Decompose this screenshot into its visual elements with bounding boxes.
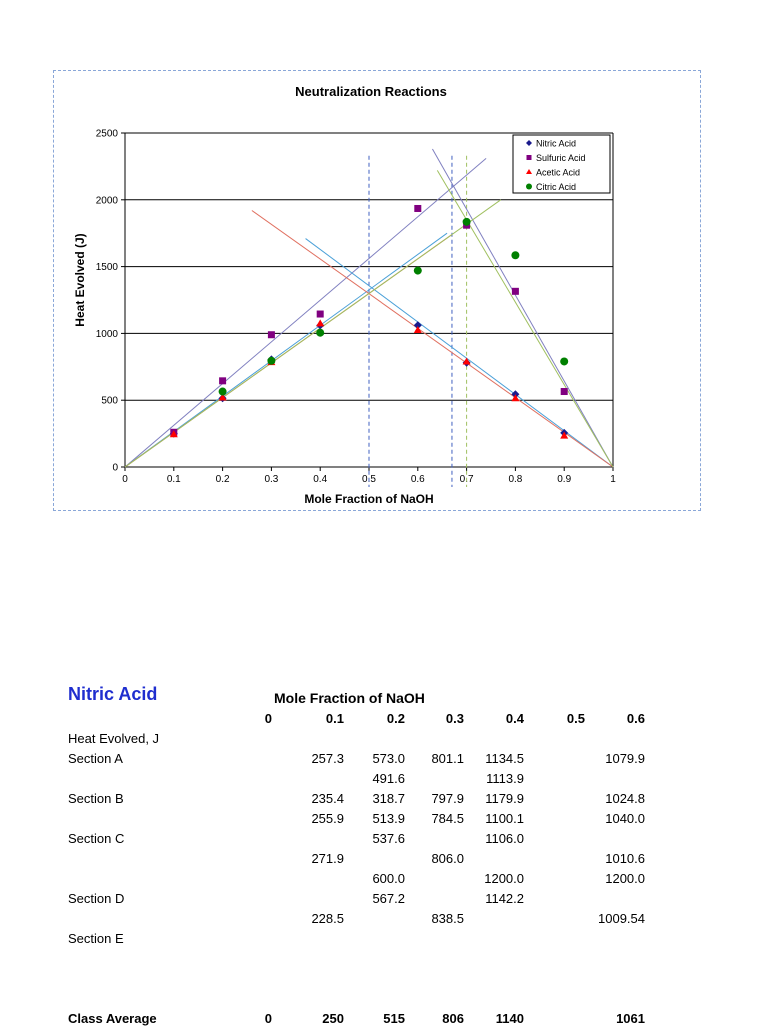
data-point-sulfuric-acid	[512, 288, 519, 295]
column-header: 0.4	[505, 711, 524, 726]
table-cell: 1142.2	[485, 891, 524, 906]
table-cell: 1200.0	[484, 871, 524, 886]
data-point-sulfuric-acid	[561, 388, 568, 395]
y-tick-label: 1500	[95, 262, 118, 274]
table-header-label: Mole Fraction of NaOH	[274, 690, 425, 706]
column-header: 0	[264, 711, 272, 726]
y-axis-label: Heat Evolved (J)	[73, 233, 87, 327]
data-point-citric-acid	[316, 329, 324, 337]
data-point-acetic-acid	[414, 326, 422, 333]
x-tick-label: 0.6	[410, 474, 425, 485]
table-cell: 573.0	[372, 751, 405, 766]
table-cell: 797.9	[431, 791, 464, 806]
class-average-cell: 0	[264, 1011, 272, 1026]
table-cell: 228.5	[311, 911, 344, 926]
table-cell: 271.9	[311, 851, 344, 866]
table-cell: 255.9	[311, 811, 344, 826]
data-point-citric-acid	[414, 267, 422, 275]
table-cell: 806.0	[431, 851, 464, 866]
table-cell: 1040.0	[605, 811, 645, 826]
trend-line	[125, 158, 486, 467]
data-point-sulfuric-acid	[414, 205, 421, 212]
class-average-cell: 806	[442, 1011, 464, 1026]
x-axis-label: Mole Fraction of NaOH	[304, 492, 434, 506]
x-tick-label: 0.8	[508, 474, 523, 485]
y-tick-label: 2000	[95, 195, 118, 207]
x-tick-label: 0.9	[557, 474, 572, 485]
table-cell: 1113.9	[486, 771, 524, 786]
column-header: 0.3	[445, 711, 464, 726]
legend-label: Nitric Acid	[536, 138, 577, 149]
table-cell: 1024.8	[605, 791, 645, 806]
x-tick-label: 0.3	[264, 474, 279, 485]
x-tick-label: 0.4	[313, 474, 328, 485]
table-cell: 567.2	[372, 891, 405, 906]
legend-marker	[527, 155, 532, 160]
table-cell: 1100.1	[485, 811, 524, 826]
table-cell: 537.6	[372, 831, 405, 846]
table-cell: 1200.0	[605, 871, 645, 886]
column-header: 0.5	[566, 711, 585, 726]
chart-title: Neutralization Reactions	[295, 84, 447, 99]
x-tick-label: 0.1	[166, 474, 181, 485]
table-cell: 600.0	[372, 871, 405, 886]
chart-frame	[53, 70, 701, 511]
y-tick-label: 0	[112, 462, 118, 474]
table-cell: 1079.9	[605, 751, 645, 766]
data-point-citric-acid	[219, 388, 227, 396]
legend-label: Citric Acid	[536, 182, 577, 192]
row-label: Section D	[68, 891, 125, 906]
data-point-sulfuric-acid	[268, 331, 275, 338]
data-point-citric-acid	[463, 218, 471, 226]
table-cell: 784.5	[431, 811, 464, 826]
class-average-label: Class Average	[68, 1011, 157, 1026]
class-average-cell: 1140	[495, 1011, 524, 1026]
table-cell: 1179.9	[485, 791, 524, 806]
data-point-citric-acid	[560, 357, 568, 365]
class-average-cell: 515	[383, 1011, 405, 1026]
y-tick-label: 2500	[95, 128, 118, 140]
table-cell: 257.3	[311, 751, 344, 766]
x-tick-label: 0	[122, 474, 128, 485]
table-cell: 318.7	[372, 791, 405, 806]
row-label: Section E	[68, 931, 124, 946]
row-label: Heat Evolved, J	[68, 731, 160, 746]
trend-line	[437, 167, 613, 467]
x-tick-label: 1	[610, 474, 616, 485]
table-cell: 1010.6	[605, 851, 645, 866]
legend-label: Acetic Acid	[536, 167, 581, 178]
legend-label: Sulfuric Acid	[536, 153, 586, 163]
table-cell: 1134.5	[485, 751, 524, 766]
row-label: Section A	[68, 751, 123, 766]
table-cell: 513.9	[372, 811, 405, 826]
column-header: 0.1	[325, 711, 344, 726]
x-tick-label: 0.5	[362, 474, 376, 485]
table-cell: 1106.0	[485, 831, 524, 846]
table-cell: 491.6	[372, 771, 405, 786]
table-cell: 801.1	[431, 751, 464, 766]
table-cell: 1009.54	[598, 911, 645, 926]
table-title: Nitric Acid	[68, 684, 158, 704]
y-tick-label: 500	[101, 395, 118, 407]
data-point-sulfuric-acid	[317, 311, 324, 318]
data-point-sulfuric-acid	[219, 377, 226, 384]
class-average-cell: 1061	[616, 1011, 645, 1026]
table-cell: 235.4	[311, 791, 344, 806]
column-header: 0.2	[386, 711, 405, 726]
row-label: Section B	[68, 791, 124, 806]
column-header: 0.6	[626, 711, 645, 726]
data-point-citric-acid	[511, 251, 519, 259]
trend-line	[432, 149, 613, 467]
table-cell: 838.5	[431, 911, 464, 926]
x-tick-label: 0.2	[215, 474, 230, 485]
legend-marker	[526, 184, 532, 190]
x-tick-label: 0.7	[459, 474, 474, 485]
row-label: Section C	[68, 831, 125, 846]
chart-svg	[54, 71, 700, 510]
data-point-citric-acid	[267, 357, 275, 365]
class-average-cell: 250	[322, 1011, 344, 1026]
y-tick-label: 1000	[95, 328, 118, 340]
